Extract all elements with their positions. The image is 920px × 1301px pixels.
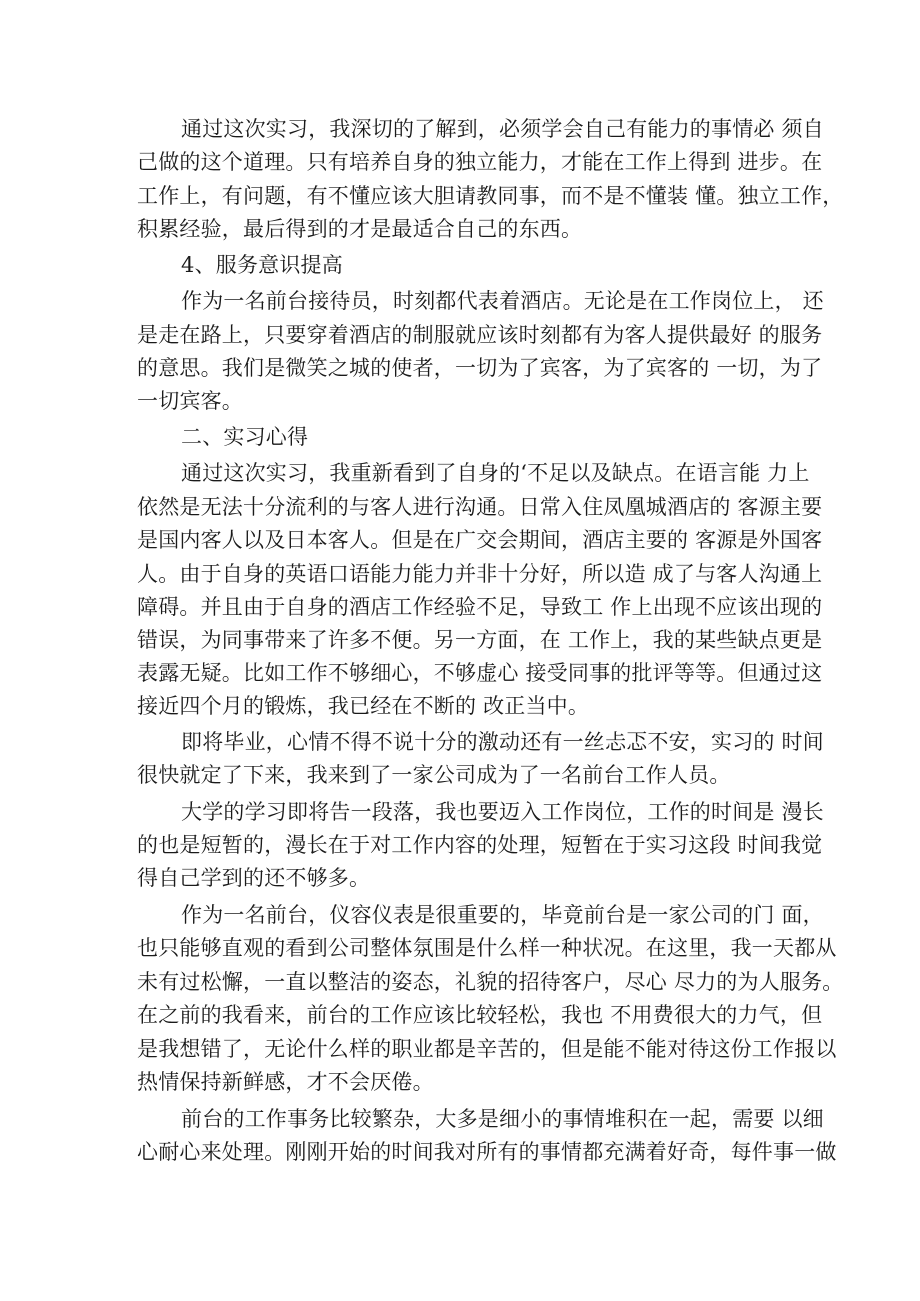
text-line: 很快就定了下来，我来到了一家公司成为了一名前台工作人员。 bbox=[137, 763, 731, 787]
text-line: 接近四个月的锻炼，我已经在不断的 改正当中。 bbox=[137, 694, 590, 718]
text-line: 人。由于自身的英语口语能力能力并非十分好，所以造 成了与客人沟通上 bbox=[137, 562, 823, 586]
text-line: 得自己学到的还不够多。 bbox=[137, 866, 371, 890]
text-line: 是走在路上，只要穿着酒店的制服就应该时刻都有为客人提供最好 的服务 bbox=[137, 323, 823, 347]
text-line: 错误，为同事带来了许多不便。另一方面，在 工作上，我的某些缺点更是 bbox=[137, 628, 823, 652]
section-heading: 二、实习心得 bbox=[181, 425, 309, 449]
text-line: 通过这次实习，我重新看到了自身的‘不足以及缺点。在语言能 力上 bbox=[181, 461, 810, 485]
text-line: 的也是短暂的，漫长在于对工作内容的处理，短暂在于实习这段 时间我觉 bbox=[137, 833, 823, 857]
text-line: 大学的学习即将告一段落，我也要迈入工作岗位，工作的时间是 漫长 bbox=[181, 800, 824, 824]
text-line: 作为一名前台，仪容仪表是很重要的，毕竟前台是一家公司的门 面， bbox=[181, 903, 824, 927]
section-heading: 4、服务意识提高 bbox=[181, 253, 343, 277]
text-line: 心耐心来处理。刚刚开始的时间我对所有的事情都充满着好奇，每件事一做 bbox=[137, 1140, 837, 1164]
text-line: 前台的工作事务比较繁杂，大多是细小的事情堆积在一起，需要 以细 bbox=[181, 1107, 824, 1131]
text-line: 即将毕业，心情不得不说十分的激动还有一丝忐忑不安，实习的 时间 bbox=[181, 730, 824, 754]
text-line: 己做的这个道理。只有培养自身的独立能力，才能在工作上得到 进步。在 bbox=[137, 150, 823, 174]
text-line: 在之前的我看来，前台的工作应该比较轻松，我也 不用费很大的力气，但 bbox=[137, 1003, 823, 1027]
text-line: 作为一名前台接待员，时刻都代表着酒店。无论是在工作岗位上， 还 bbox=[181, 289, 824, 313]
text-line: 积累经验，最后得到的才是最适合自己的东西。 bbox=[137, 217, 583, 241]
text-line: 是国内客人以及日本客人。但是在广交会期间，酒店主要的 客源是外国客 bbox=[137, 528, 823, 552]
text-line: 未有过松懈，一直以整洁的姿态，礼貌的招待客户，尽心 尽力的为人服务。 bbox=[137, 970, 844, 994]
text-line: 表露无疑。比如工作不够细心，不够虚心 接受同事的批评等等。但通过这 bbox=[137, 661, 823, 685]
text-line: 的意思。我们是微笑之城的使者，一切为了宾客，为了宾客的 一切，为了 bbox=[137, 356, 823, 380]
text-line: 是我想错了，无论什么样的职业都是辛苦的，但是能不能对待这份工作报以 bbox=[137, 1037, 837, 1061]
text-line: 工作上，有问题，有不懂应该大胆请教同事，而不是不懂装 懂。独立工作， bbox=[137, 184, 844, 208]
text-line: 一切宾客。 bbox=[137, 389, 243, 413]
text-line: 也只能够直观的看到公司整体氛围是什么样一种状况。在这里，我一天都从 bbox=[137, 936, 837, 960]
text-line: 依然是无法十分流利的与客人进行沟通。日常入住凤凰城酒店的 客源主要 bbox=[137, 495, 823, 519]
text-line: 障碍。并且由于自身的酒店工作经验不足，导致工 作上出现不应该出现的 bbox=[137, 595, 823, 619]
text-line: 热情保持新鲜感，才不会厌倦。 bbox=[137, 1070, 434, 1094]
text-line: 通过这次实习，我深切的了解到，必须学会自己有能力的事情必 须自 bbox=[181, 117, 824, 141]
